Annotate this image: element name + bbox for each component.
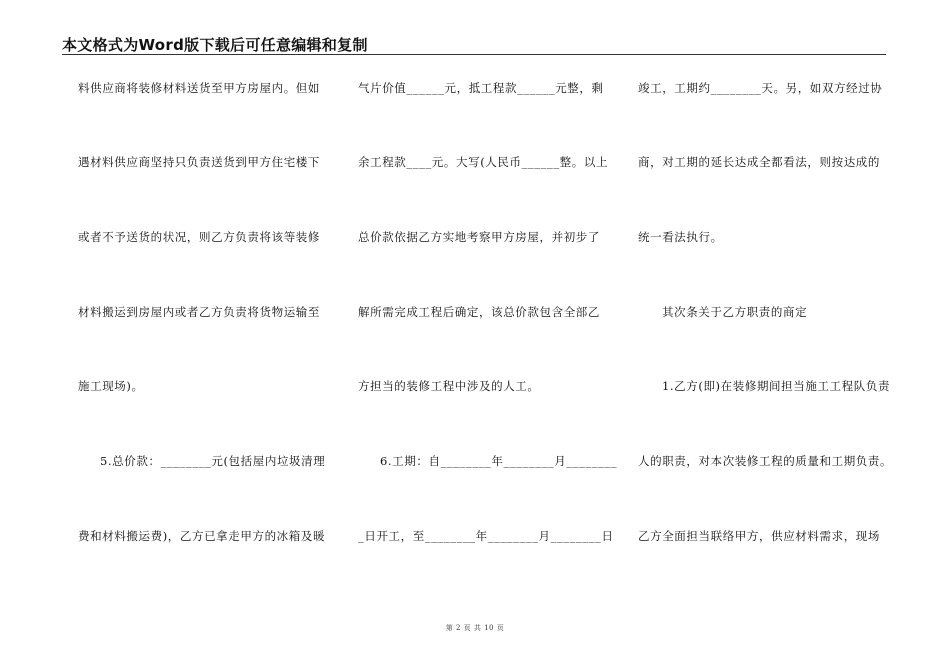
text-line: 气片价值______元，抵工程款______元整，剩 <box>358 81 604 95</box>
text-line: 材料搬运到房屋内或者乙方负责将货物运输至 <box>78 305 320 319</box>
text-line: 统一看法执行。 <box>638 230 723 244</box>
text-line: 人的职责，对本次装修工程的质量和工期负责。 <box>638 454 893 468</box>
text-line: 总价款依据乙方实地考察甲方房屋，并初步了 <box>358 230 600 244</box>
text-line: 方担当的装修工程中涉及的人工。 <box>358 379 540 393</box>
document-header: 本文格式为Word版下载后可任意编辑和复制 <box>62 36 368 54</box>
header-divider <box>62 54 886 55</box>
text-line: 遇材料供应商坚持只负责送货到甲方住宅楼下 <box>78 155 320 169</box>
text-line: 解所需完成工程后确定，该总价款包含全部乙 <box>358 305 600 319</box>
text-line: 5.总价款：________元(包括屋内垃圾清理 <box>100 454 326 468</box>
text-line: 施工现场)。 <box>78 379 144 393</box>
text-line: 费和材料搬运费)，乙方已拿走甲方的冰箱及暖 <box>78 529 326 543</box>
text-line: 或者不予送货的状况，则乙方负责将该等装修 <box>78 230 320 244</box>
section-heading: 其次条关于乙方职责的商定 <box>662 305 808 319</box>
text-line: 6.工期：自________年________月________ <box>380 454 618 468</box>
text-line: 商，对工期的延长达成全都看法，则按达成的 <box>638 155 880 169</box>
page-number: 第 2 页 共 10 页 <box>445 624 505 632</box>
text-line: 乙方全面担当联络甲方，供应材料需求，现场 <box>638 529 880 543</box>
text-line: 余工程款____元。大写(人民币______整。以上 <box>358 155 609 169</box>
text-line: 1.乙方(即)在装修期间担当施工工程队负责 <box>662 379 891 393</box>
text-line: 竣工，工期约________天。另，如双方经过协 <box>638 81 883 95</box>
text-line: _日开工，至________年________月________日 <box>358 529 614 543</box>
text-line: 料供应商将装修材料送货至甲方房屋内。但如 <box>78 81 320 95</box>
